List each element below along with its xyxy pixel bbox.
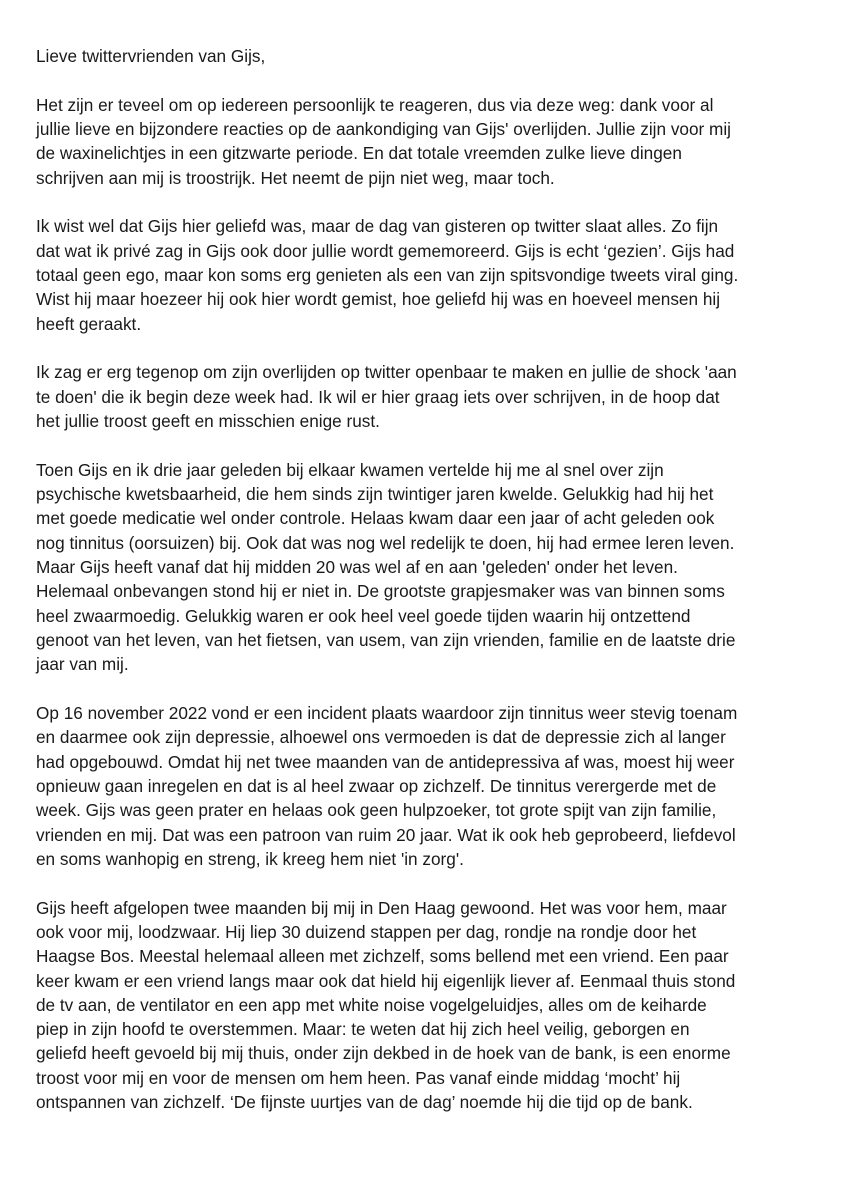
paragraph-line: jullie lieve en bijzondere reacties op de aankondiging van Gijs' overlijden. Jullie zijn voor mij [36,119,731,140]
paragraph-line: genoot van het leven, van het fietsen, van usem, van zijn vrienden, familie en de laatste drie [36,629,736,650]
paragraph-line: nog tinnitus (oorsuizen) bij. Ook dat was nog wel redelijk te doen, hij had ermee leren leven. [36,532,735,553]
paragraph-line: vrienden en mij. Dat was een patroon van ruim 20 jaar. Wat ik ook heb geprobeerd, liefdevol [36,824,736,845]
paragraph-announcement [36,360,822,433]
letter-salutation [36,44,822,68]
paragraph-incident [36,701,822,871]
paragraph-line: week. Gijs was geen prater en helaas ook geen hulpzoeker, tot grote spijt van zijn familie, [36,800,717,821]
paragraph-beloved [36,214,822,335]
paragraph-line: dat wat ik privé zag in Gijs ook door jullie wordt gememoreerd. Gijs is echt ‘gezien’. Gijs had [36,240,735,261]
paragraph-line: Helemaal onbevangen stond hij er niet in. De grootste grapjesmaker was van binnen soms [36,581,725,602]
paragraph-line: opnieuw gaan inregelen en dat is al heel zwaar op zichzelf. De tinnitus verergerde met de [36,775,717,796]
paragraph-line: Op 16 november 2022 vond er een incident plaats waardoor zijn tinnitus weer stevig toenam [36,703,738,724]
paragraph-line: Maar Gijs heeft vanaf dat hij midden 20 was wel af en aan 'geleden' onder het leven. [36,557,678,578]
paragraph-line: Haagse Bos. Meestal helemaal alleen met zichzelf, soms bellend met een vriend. Een paar [36,946,729,967]
paragraph-line: keer kwam er een vriend langs maar ook dat hield hij eigenlijk liever af. Eenmaal thuis stond [36,970,736,991]
paragraph-line: de tv aan, de ventilator en een app met white noise vogelgeluidjes, alles om de keiharde [36,994,707,1015]
paragraph-line: ook voor mij, loodzwaar. Hij liep 30 duizend stappen per dag, rondje na rondje door het [36,921,697,942]
paragraph-line: Toen Gijs en ik drie jaar geleden bij elkaar kwamen vertelde hij me al snel over zijn [36,459,664,480]
paragraph-line: de waxinelichtjes in een gitzwarte periode. En dat totale vreemden zulke lieve dingen [36,143,682,164]
salutation-text: Lieve twittervrienden van Gijs, [36,46,266,66]
paragraph-line: Gijs heeft afgelopen twee maanden bij mij in Den Haag gewoond. Het was voor hem, maar [36,897,727,918]
paragraph-thanks [36,93,822,190]
paragraph-line: heeft geraakt. [36,313,142,334]
paragraph-line: Het zijn er teveel om op iedereen persoonlijk te reageren, dus via deze weg: dank voor al [36,94,714,115]
paragraph-line: en soms wanhopig en streng, ik kreeg hem niet 'in zorg'. [36,848,464,869]
paragraph-line: met goede medicatie wel onder controle. Helaas kwam daar een jaar of acht geleden ook [36,508,715,529]
paragraph-line: totaal geen ego, maar kon soms erg genieten als een van zijn spitsvondige tweets viral ging. [36,265,739,286]
paragraph-line: geliefd heeft gevoeld bij mij thuis, onder zijn dekbed in de hoek van de bank, is een enorme [36,1043,731,1064]
paragraph-line: piep in zijn hoofd te overstemmen. Maar: te weten dat hij zich heel veilig, geborgen en [36,1019,690,1040]
paragraph-line: troost voor mij en voor de mensen om hem heen. Pas vanaf einde middag ‘mocht’ hij [36,1067,681,1088]
paragraph-line: Wist hij maar hoezeer hij ook hier wordt gemist, hoe geliefd hij was en hoeveel mensen hij [36,289,721,310]
paragraph-line: jaar van mij. [36,654,129,675]
paragraph-line: het jullie troost geeft en misschien enige rust. [36,411,380,432]
paragraph-line: Ik zag er erg tegenop om zijn overlijden op twitter openbaar te maken en jullie de shock 'aan [36,362,737,383]
paragraph-line: te doen' die ik begin deze week had. Ik wil er hier graag iets over schrijven, in de hoop dat [36,386,720,407]
paragraph-line: heel zwaarmoedig. Gelukkig waren er ook heel veel goede tijden waarin hij ontzettend [36,605,691,626]
paragraph-line: psychische kwetsbaarheid, die hem sinds zijn twintiger jaren kwelde. Gelukkig had hij het [36,484,714,505]
paragraph-line: schrijven aan mij is troostrijk. Het neemt de pijn niet weg, maar toch. [36,167,555,188]
paragraph-line: en daarmee ook zijn depressie, alhoewel ons vermoeden is dat de depressie zich al langer [36,727,726,748]
paragraph-history [36,458,822,677]
paragraph-line: Ik wist wel dat Gijs hier geliefd was, maar de dag van gisteren op twitter slaat alles. Zo fijn [36,216,719,237]
paragraph-line: ontspannen van zichzelf. ‘De fijnste uurtjes van de dag’ noemde hij die tijd op de bank. [36,1091,693,1112]
paragraph-line: had opgebouwd. Omdat hij net twee maanden van de antidepressiva af was, moest hij weer [36,751,735,772]
paragraph-den-haag [36,896,822,1115]
